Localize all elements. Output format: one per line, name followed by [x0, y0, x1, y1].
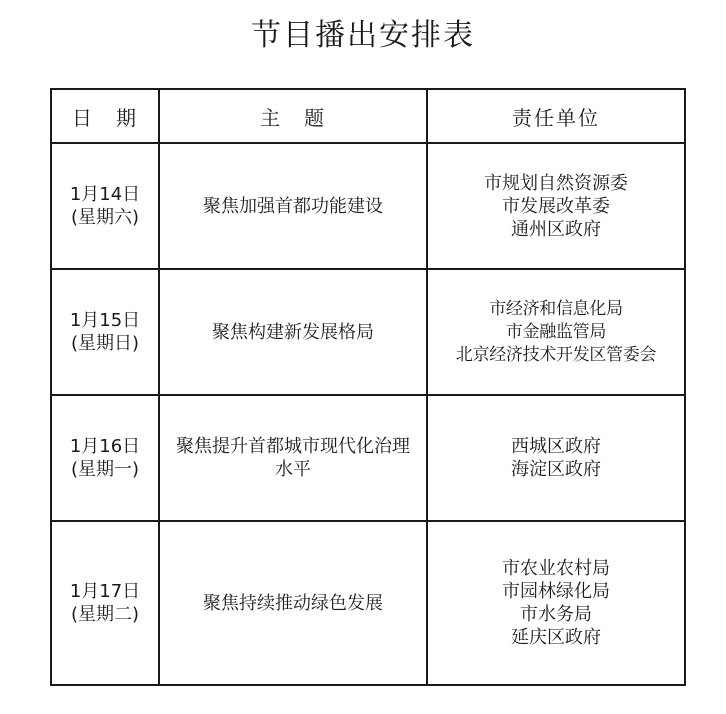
topic-cell	[159, 521, 427, 685]
unit-text: 海淀区政府	[511, 459, 601, 480]
unit-text: 市金融监管局	[505, 321, 607, 342]
unit-text: 市水务局	[520, 604, 592, 625]
header-topic: 主 题	[159, 89, 427, 143]
date-text: 1月14日	[69, 184, 141, 205]
schedule-table	[50, 88, 686, 686]
unit-cell	[427, 395, 685, 521]
date-cell	[51, 269, 159, 395]
unit-text: 市园林绿化局	[502, 581, 610, 602]
table-row	[51, 521, 685, 685]
table-row	[51, 269, 685, 395]
weekday-text: (星期二)	[70, 604, 140, 625]
page-title: 节目播出安排表	[251, 18, 475, 53]
unit-text: 西城区政府	[511, 436, 601, 457]
date-text: 1月16日	[69, 436, 141, 457]
table-row	[51, 143, 685, 269]
unit-cell	[427, 269, 685, 395]
table-row	[51, 395, 685, 521]
unit-text: 市农业农村局	[502, 558, 610, 579]
topic-text: 聚焦提升首都城市现代化治理水平	[176, 436, 410, 480]
unit-cell	[427, 143, 685, 269]
weekday-text: (星期日)	[70, 333, 140, 354]
unit-text: 北京经济技术开发区管委会	[455, 344, 657, 365]
date-text: 1月15日	[69, 310, 141, 331]
unit-cell	[427, 521, 685, 685]
unit-text: 通州区政府	[511, 218, 601, 240]
topic-cell	[159, 143, 427, 269]
date-cell	[51, 521, 159, 685]
unit-text: 市规划自然资源委	[484, 172, 628, 194]
topic-cell	[159, 269, 427, 395]
weekday-text: (星期六)	[70, 207, 140, 228]
topic-text: 聚焦加强首都功能建设	[203, 195, 383, 217]
date-text: 1月17日	[69, 581, 141, 602]
unit-text: 市发展改革委	[502, 195, 610, 217]
unit-text: 市经济和信息化局	[489, 298, 623, 319]
table-header-row	[51, 89, 685, 143]
header-date: 日 期	[51, 89, 159, 143]
topic-cell	[159, 395, 427, 521]
topic-text: 聚焦持续推动绿色发展	[203, 592, 383, 614]
weekday-text: (星期一)	[70, 459, 140, 480]
unit-text: 延庆区政府	[511, 627, 601, 648]
date-cell	[51, 395, 159, 521]
topic-text: 聚焦构建新发展格局	[212, 321, 374, 343]
date-cell	[51, 143, 159, 269]
header-unit: 责任单位	[427, 89, 685, 143]
